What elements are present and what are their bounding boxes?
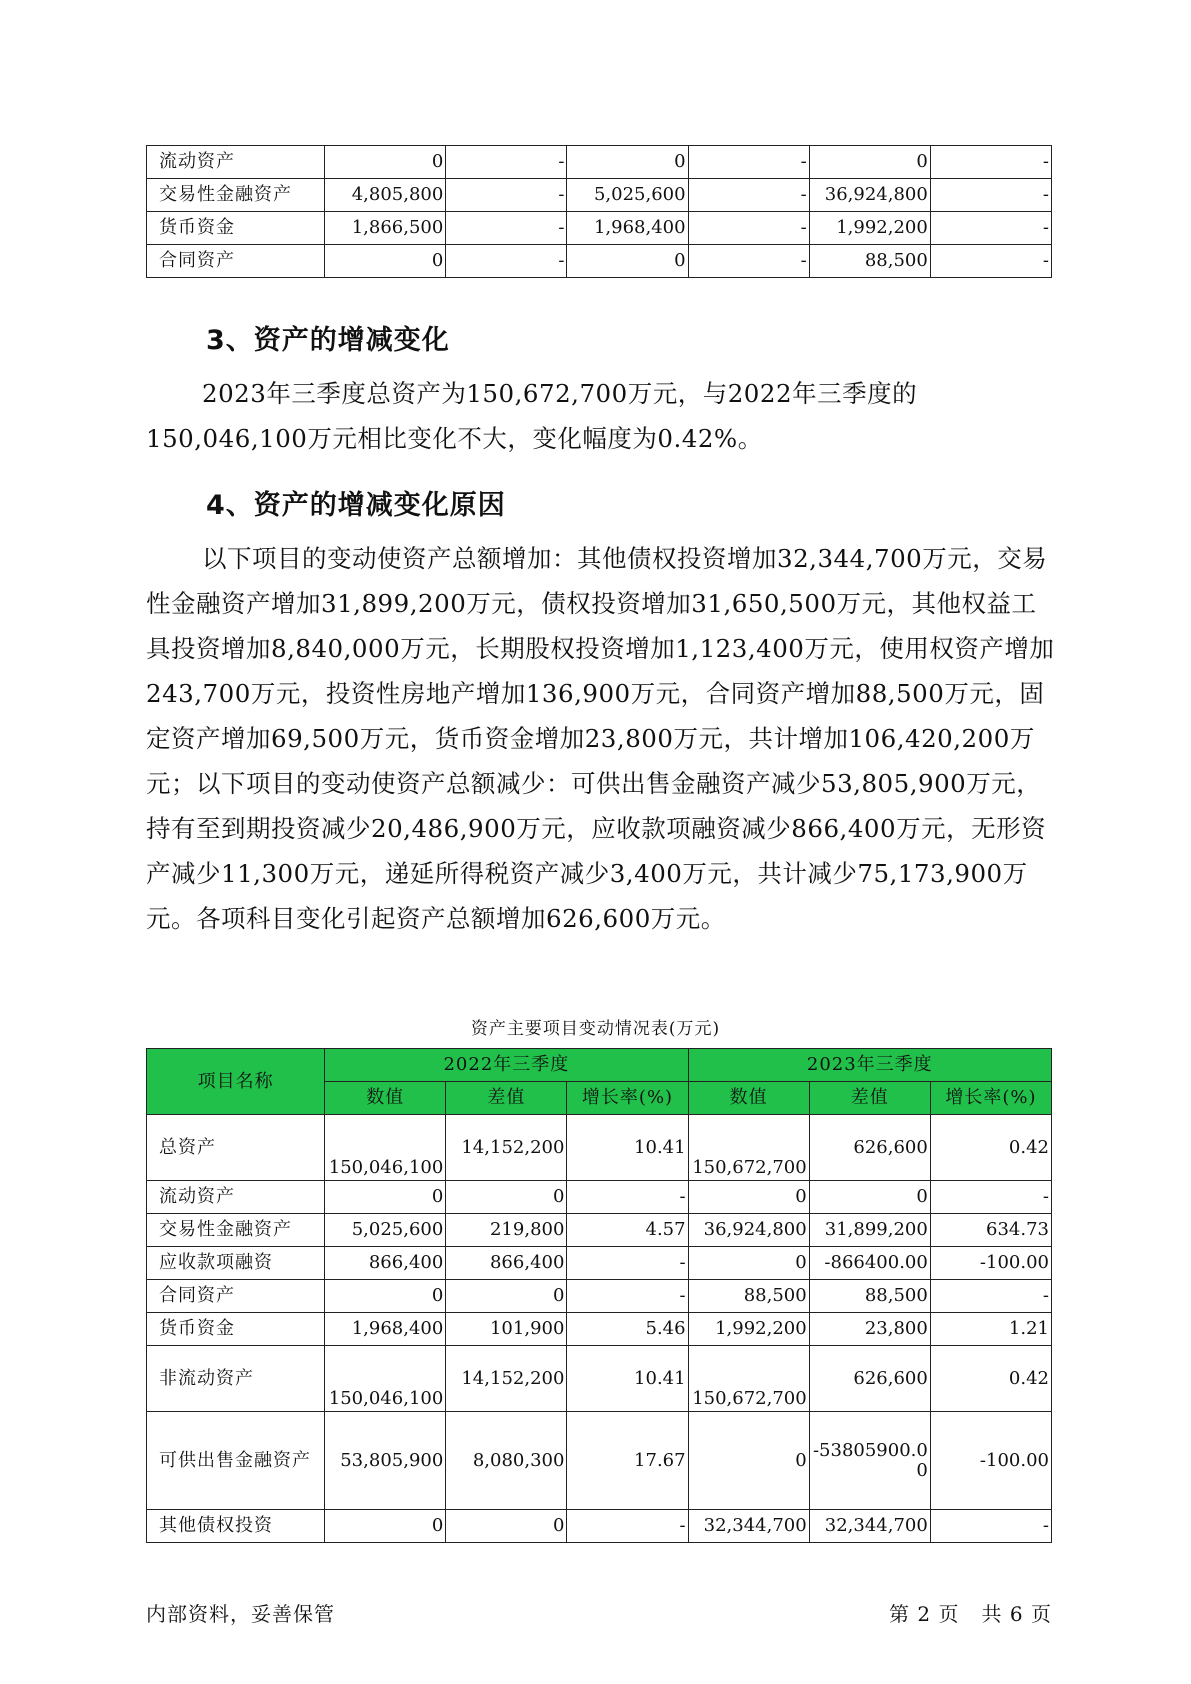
- row-label: 非流动资产: [147, 1346, 325, 1412]
- growth-cell: 634.73: [930, 1214, 1051, 1247]
- diff-cell: -53805900.00: [809, 1412, 930, 1510]
- diff-cell: 0: [446, 1280, 567, 1313]
- value-cell: 0: [809, 146, 930, 179]
- section-4-heading: 4、资产的增减变化原因: [206, 490, 506, 521]
- value-cell: 150,672,700: [688, 1346, 809, 1412]
- top-asset-table: [146, 145, 1052, 278]
- value-cell: 36,924,800: [688, 1214, 809, 1247]
- value-cell: -: [688, 245, 809, 278]
- value-cell: 0: [325, 245, 446, 278]
- diff-cell: 8,080,300: [446, 1412, 567, 1510]
- table-caption: 资产主要项目变动情况表(万元): [470, 1019, 721, 1039]
- row-label: 总资产: [147, 1115, 325, 1181]
- diff-cell: 32,344,700: [809, 1510, 930, 1543]
- value-cell: -: [930, 212, 1051, 245]
- value-cell: -: [930, 245, 1051, 278]
- value-cell: 5,025,600: [567, 179, 688, 212]
- growth-cell: -: [567, 1280, 688, 1313]
- row-label: 流动资产: [147, 1181, 325, 1214]
- row-label: 货币资金: [147, 1313, 325, 1346]
- value-cell: 88,500: [688, 1280, 809, 1313]
- header-value: 数值: [688, 1082, 809, 1115]
- header-diff: 差值: [446, 1082, 567, 1115]
- section-3-paragraph: 2023年三季度总资产为150,672,700万元，与2022年三季度的150,046,100万元相比变化不大，变化幅度为0.42%。: [146, 379, 918, 453]
- value-cell: -: [930, 179, 1051, 212]
- value-cell: 53,805,900: [325, 1412, 446, 1510]
- value-cell: 1,968,400: [325, 1313, 446, 1346]
- section-4-paragraph: 以下项目的变动使资产总额增加：其他债权投资增加32,344,700万元，交易性金融资产增加31,899,200万元，债权投资增加31,650,500万元，其他权益工具投资增加8,840,000万元，长期股权投资增加1,123,400万元，使用权资产增加243,700万元，投资性房地产增加136,900万元，合同资产增加88,500万元，固定资产增加69,500万元，货币资金增加23,800万元，共计增加106,420,200万元；以下项目的变动使资产总额减少：可供出售金融资产减少53,805,900万元，持有至到期投资减少20,486,900万元，应收款项融资减少866,400万元，无形资产减少11,300万元，递延所得税资产减少3,400万元，共计减少75,173,900万元。各项科目变化引起资产总额增加626,600万元。: [146, 544, 1055, 933]
- header-diff: 差值: [809, 1082, 930, 1115]
- header-growth: 增长率(%): [930, 1082, 1051, 1115]
- growth-cell: 5.46: [567, 1313, 688, 1346]
- header-period-2022: 2022年三季度: [325, 1049, 688, 1082]
- diff-cell: 14,152,200: [446, 1346, 567, 1412]
- row-label: 合同资产: [147, 245, 325, 278]
- value-cell: 5,025,600: [325, 1214, 446, 1247]
- table-row: [147, 1247, 1052, 1280]
- value-cell: -: [446, 146, 567, 179]
- table-row: [147, 1510, 1052, 1543]
- value-cell: 0: [688, 1181, 809, 1214]
- value-cell: 32,344,700: [688, 1510, 809, 1543]
- growth-cell: -: [567, 1181, 688, 1214]
- diff-cell: 626,600: [809, 1346, 930, 1412]
- row-label: 可供出售金融资产: [147, 1412, 325, 1510]
- growth-cell: -: [930, 1280, 1051, 1313]
- footer-confidential-note: 内部资料，妥善保管: [146, 1602, 335, 1626]
- value-cell: 1,968,400: [567, 212, 688, 245]
- table-row: [147, 212, 1052, 245]
- value-cell: 0: [567, 146, 688, 179]
- value-cell: -: [930, 146, 1051, 179]
- value-cell: -: [688, 212, 809, 245]
- header-value: 数值: [325, 1082, 446, 1115]
- diff-cell: 626,600: [809, 1115, 930, 1181]
- value-cell: -: [688, 146, 809, 179]
- growth-cell: 10.41: [567, 1346, 688, 1412]
- growth-cell: 4.57: [567, 1214, 688, 1247]
- diff-cell: 101,900: [446, 1313, 567, 1346]
- value-cell: 150,046,100: [325, 1115, 446, 1181]
- value-cell: 0: [325, 1181, 446, 1214]
- row-label: 流动资产: [147, 146, 325, 179]
- row-label: 应收款项融资: [147, 1247, 325, 1280]
- growth-cell: -: [567, 1510, 688, 1543]
- table-row: [147, 1181, 1052, 1214]
- value-cell: -: [446, 212, 567, 245]
- header-row-periods: [147, 1049, 1052, 1082]
- diff-cell: 219,800: [446, 1214, 567, 1247]
- growth-cell: -100.00: [930, 1247, 1051, 1280]
- table-row: [147, 245, 1052, 278]
- table-row: [147, 1313, 1052, 1346]
- footer-page-number: 第 2 页 共 6 页: [889, 1602, 1052, 1626]
- value-cell: 1,992,200: [809, 212, 930, 245]
- growth-cell: 1.21: [930, 1313, 1051, 1346]
- value-cell: -: [446, 245, 567, 278]
- value-cell: 0: [325, 146, 446, 179]
- diff-cell: 0: [809, 1181, 930, 1214]
- table-row: [147, 1412, 1052, 1510]
- growth-cell: 10.41: [567, 1115, 688, 1181]
- growth-cell: -100.00: [930, 1412, 1051, 1510]
- growth-cell: 0.42: [930, 1346, 1051, 1412]
- growth-cell: -: [930, 1181, 1051, 1214]
- diff-cell: 0: [446, 1181, 567, 1214]
- value-cell: 36,924,800: [809, 179, 930, 212]
- header-period-2023: 2023年三季度: [688, 1049, 1051, 1082]
- value-cell: 866,400: [325, 1247, 446, 1280]
- diff-cell: 866,400: [446, 1247, 567, 1280]
- diff-cell: 14,152,200: [446, 1115, 567, 1181]
- growth-cell: -: [567, 1247, 688, 1280]
- table-row: [147, 1214, 1052, 1247]
- diff-cell: 23,800: [809, 1313, 930, 1346]
- table-row: [147, 1346, 1052, 1412]
- diff-cell: 31,899,200: [809, 1214, 930, 1247]
- diff-cell: 88,500: [809, 1280, 930, 1313]
- growth-cell: -: [930, 1510, 1051, 1543]
- table-row: [147, 1280, 1052, 1313]
- diff-cell: 0: [446, 1510, 567, 1543]
- value-cell: 88,500: [809, 245, 930, 278]
- row-label: 其他债权投资: [147, 1510, 325, 1543]
- growth-cell: 0.42: [930, 1115, 1051, 1181]
- value-cell: 150,046,100: [325, 1346, 446, 1412]
- growth-cell: 17.67: [567, 1412, 688, 1510]
- header-item-name: 项目名称: [147, 1049, 325, 1115]
- value-cell: 0: [688, 1247, 809, 1280]
- value-cell: -: [688, 179, 809, 212]
- section-3-heading: 3、资产的增减变化: [206, 325, 450, 356]
- table-row: [147, 179, 1052, 212]
- value-cell: 150,672,700: [688, 1115, 809, 1181]
- value-cell: 0: [325, 1280, 446, 1313]
- row-label: 交易性金融资产: [147, 1214, 325, 1247]
- asset-change-table: [146, 1048, 1052, 1543]
- value-cell: -: [446, 179, 567, 212]
- value-cell: 1,992,200: [688, 1313, 809, 1346]
- table-row: [147, 146, 1052, 179]
- value-cell: 0: [688, 1412, 809, 1510]
- row-label: 交易性金融资产: [147, 179, 325, 212]
- row-label: 货币资金: [147, 212, 325, 245]
- table-row: [147, 1115, 1052, 1181]
- value-cell: 1,866,500: [325, 212, 446, 245]
- value-cell: 0: [325, 1510, 446, 1543]
- row-label: 合同资产: [147, 1280, 325, 1313]
- value-cell: 4,805,800: [325, 179, 446, 212]
- value-cell: 0: [567, 245, 688, 278]
- header-growth: 增长率(%): [567, 1082, 688, 1115]
- diff-cell: -866400.00: [809, 1247, 930, 1280]
